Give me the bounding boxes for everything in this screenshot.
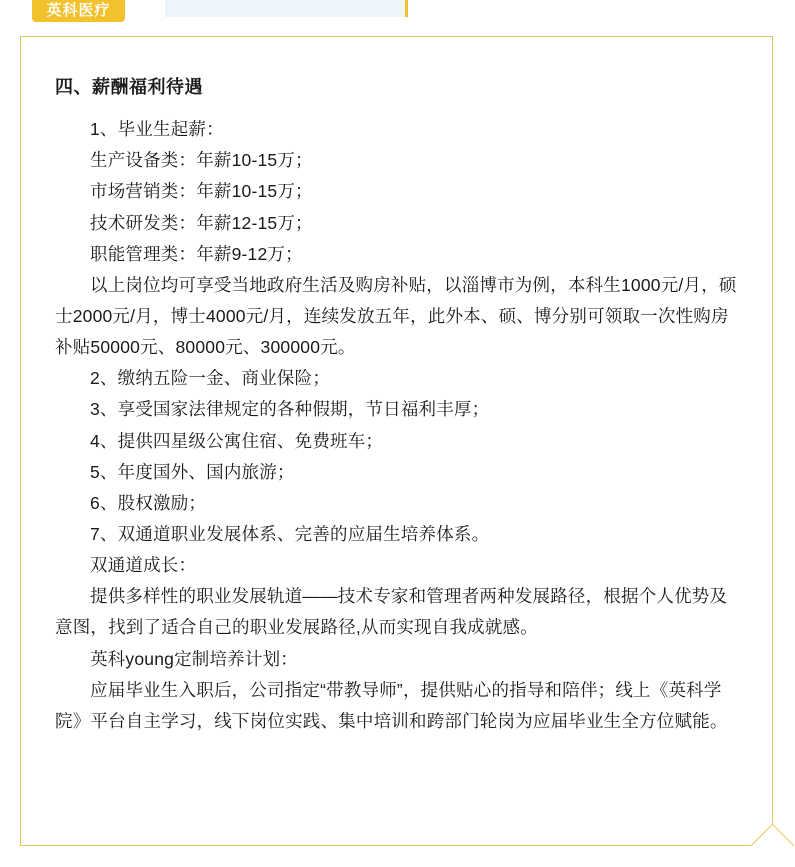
content-card-body: [21, 37, 772, 845]
paragraph-career-path: 提供多样性的职业发展轨道——技术专家和管理者两种发展路径，根据个人优势及意图，找到了适合自己的职业发展路径,从而实现自我成就感。: [55, 586, 728, 638]
paragraph-travel: 5、年度国外、国内旅游；: [90, 461, 295, 482]
paragraph-housing-subsidy: 以上岗位均可享受当地政府生活及购房补贴，以淄博市为例，本科生1000元/月，硕士2000元/月，博士4000元/月，连续发放五年，此外本、硕、博分别可领取一次性购房补贴50000元、80000元、300000元。: [55, 274, 737, 358]
paragraph-young-program-title: 英科young定制培养计划：: [90, 648, 298, 669]
paragraph-functional-management: 职能管理类：年薪9-12万；: [90, 243, 303, 264]
top-decoration-strip: [0, 0, 795, 24]
paragraph-dual-channel-title: 双通道成长：: [90, 555, 197, 576]
paragraph-rnd: 技术研发类：年薪12-15万；: [90, 212, 313, 233]
paragraph-dual-channel: 7、双通道职业发展体系、完善的应届生培养体系。: [90, 524, 490, 545]
paragraph-production-equipment: 生产设备类：年薪10-15万；: [90, 150, 313, 171]
paragraph-graduate-salary-title: 1、毕业生起薪：: [90, 119, 224, 140]
paragraph-equity: 6、股权激励；: [90, 492, 207, 513]
paragraph-young-program-detail: 应届毕业生入职后，公司指定“带教导师”，提供贴心的指导和陪伴；线上《英科学院》平台自主学习，线下岗位实践、集中培训和跨部门轮岗为应届毕业生全方位赋能。: [55, 679, 728, 731]
paragraph-insurance: 2、缴纳五险一金、商业保险；: [90, 368, 331, 389]
paragraph-holidays: 3、享受国家法律规定的各种假期，节日福利丰厚；: [90, 399, 490, 420]
yellow-tab-label: 英科医疗: [46, 2, 111, 19]
content-card: [20, 36, 773, 846]
paragraph-housing-shuttle: 4、提供四星级公寓住宿、免费班车；: [90, 430, 384, 451]
paragraph-marketing: 市场营销类：年薪10-15万；: [90, 181, 313, 202]
section-heading: 四、薪酬福利待遇: [55, 77, 203, 97]
blue-accent-box: [165, 0, 408, 17]
yellow-tab-badge: [32, 0, 125, 22]
